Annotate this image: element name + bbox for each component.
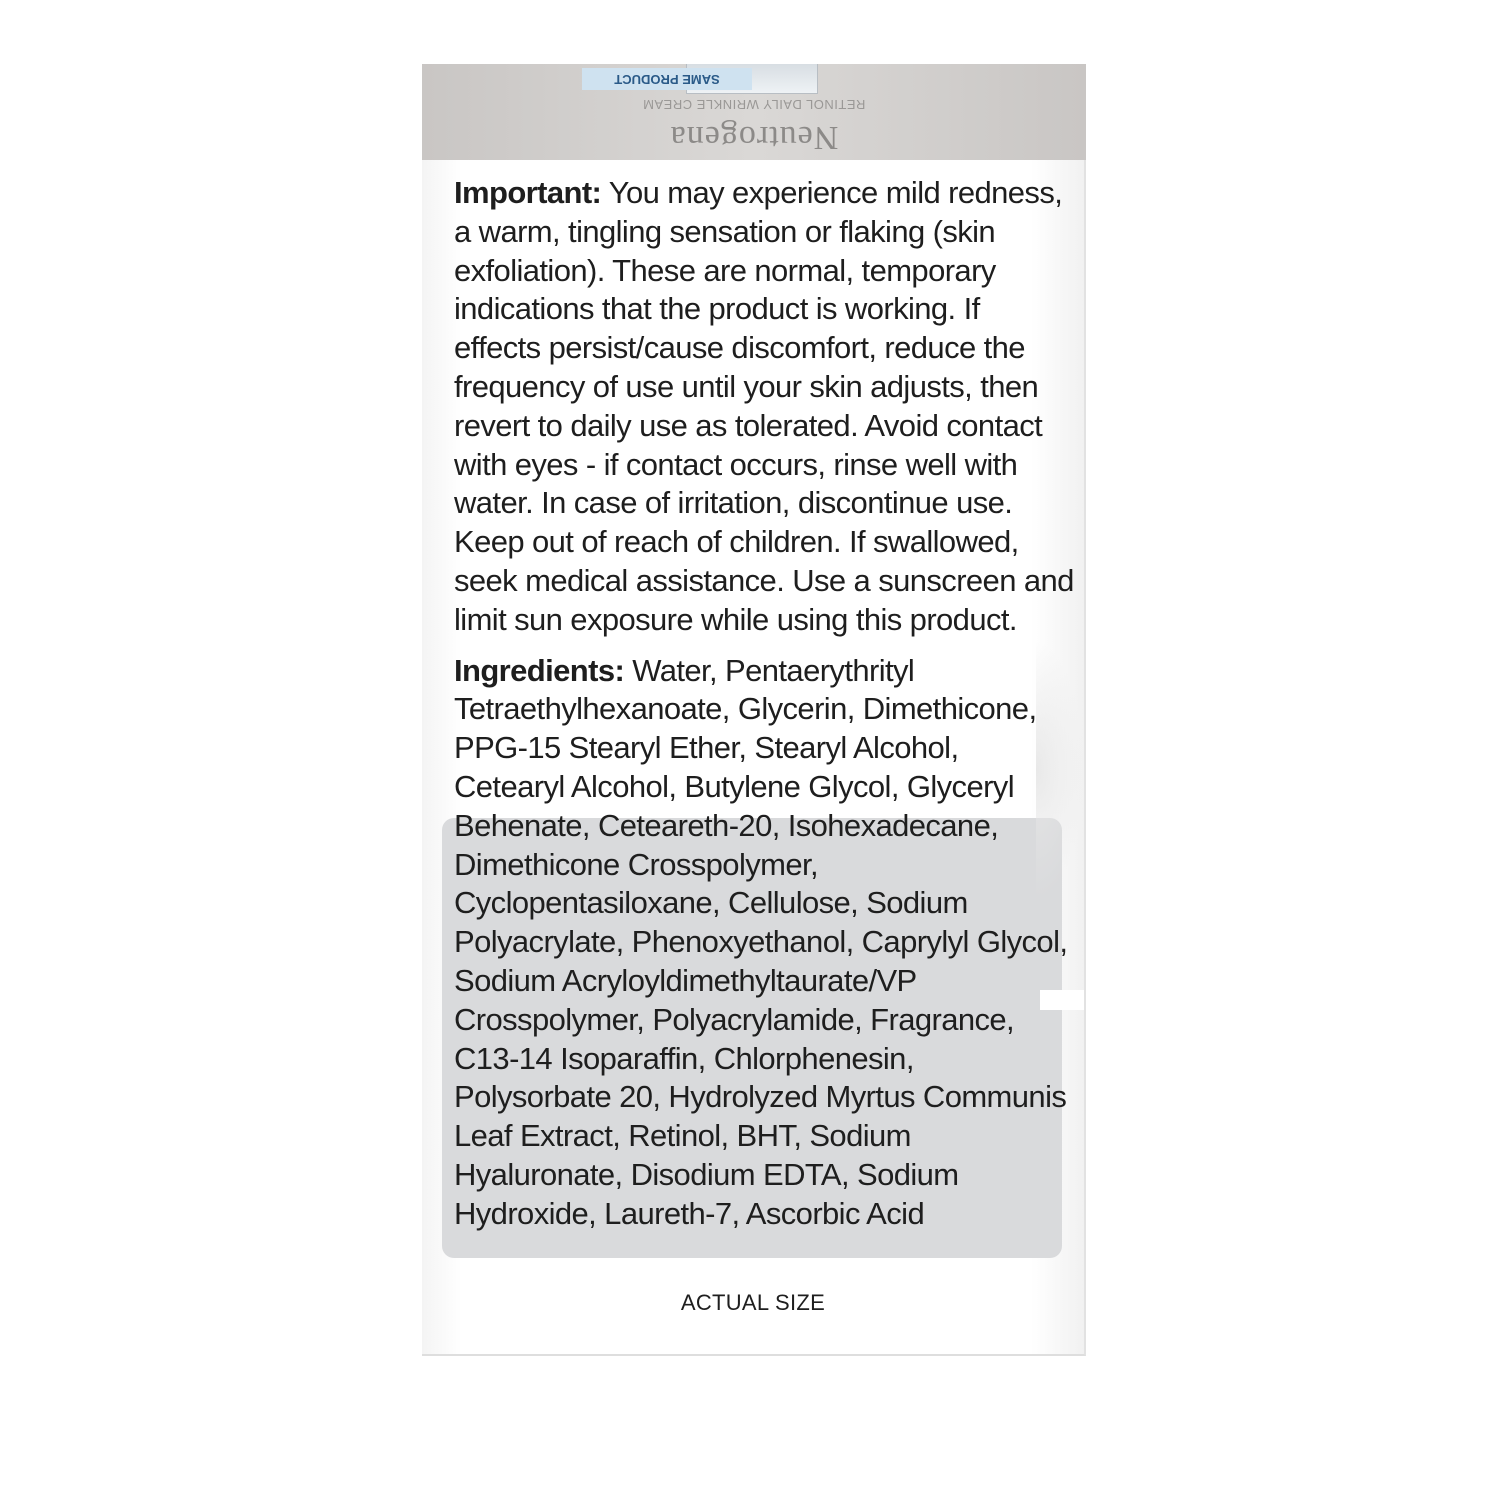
flap-badge: SAME PRODUCT [582, 68, 752, 90]
important-text: You may experience mild redness, a warm, tingling sensation or flaking (skin exfoliation). These are normal, temporary indications that the product is working. If effects persist/cause discomfort, reduce the frequency of use until your skin adjusts, then revert to daily use as tolerated. Avoid contact with eyes - if contact occurs, rinse well with water. In case of irritation, discontinue use. Keep out of reach of children. If swallowed, seek medical assistance. Use a sunscreen and limit sun exposure while using this product. [454, 175, 1074, 637]
box-top-flap [422, 64, 1086, 160]
flap-product-description: RETINOL DAILY WRINKLE CREAM [642, 97, 866, 112]
ingredients-text: Water, Pentaerythrityl Tetraethylhexanoate, Glycerin, Dimethicone, PPG-15 Stearyl Ether, Stearyl Alcohol, Cetearyl Alcohol, Butylene Glycol, Glyceryl Behenate, Ceteareth-20, Isohexadecane, Dimethicone Crosspolymer, Cyclopentasiloxane, Cellulose, Sodium Polyacrylate, Phenoxyethanol, Caprylyl Glycol, Sodium Acryloyldimethyltaurate/VP Crosspolymer, Polyacrylamide, Fragrance, C13-14 Isoparaffin, Chlorphenesin, Polysorbate 20, Hydrolyzed Myrtus Communis Leaf Extract, Retinol, BHT, Sodium Hyaluronate, Disodium EDTA, Sodium Hydroxide, Laureth-7, Ascorbic Acid [454, 652, 1068, 1231]
label-text-block [454, 174, 1074, 1234]
actual-size-label: ACTUAL SIZE [680, 1290, 826, 1315]
important-paragraph [454, 174, 1074, 640]
ingredients-label: Ingredients: [454, 652, 625, 688]
important-label: Important: [454, 175, 602, 210]
flap-print-inverted [422, 64, 1086, 160]
ingredients-paragraph [454, 652, 1074, 1234]
flap-brand-logo: Neutrogena [669, 119, 839, 156]
